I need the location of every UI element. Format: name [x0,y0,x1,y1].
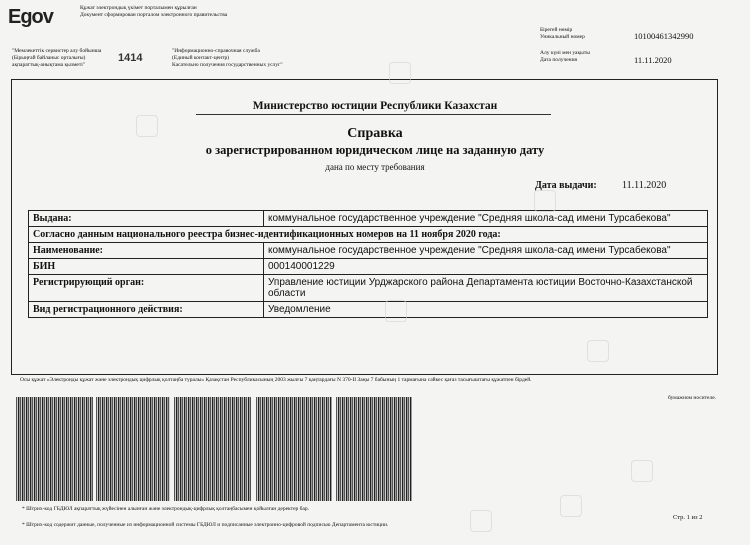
barcode-block [16,397,93,501]
table-row [29,211,708,227]
document-purpose: дана по месту требования [325,162,425,172]
kz-service-info: "Мемлекеттік сервистер алу бойынша (Бірыңғай байланыс орталығы) ақпараттық-анықтама қызметі" [12,48,102,68]
date-labels: Алу күні мен уақыты Дата получения [540,50,590,63]
egov-logo: Egov [8,6,53,28]
row-label: Регистрирующий орган: [29,275,264,302]
registry-statement: Согласно данным национального реестра бизнес-идентификационных номеров на 11 ноября 2020 года: [29,227,708,243]
page-number: Стр. 1 из 2 [673,514,703,521]
barcode-note-ru: * Штрих-код содержит данные, полученные из информационной системы ГБДЮЛ и подписанные электронно-цифровой подписью Департамента юстиции. [22,522,389,528]
barcode-block [256,397,332,501]
request-labels: Бірегей нөмір Уникальный номер [540,27,585,40]
issue-date-label: Дата выдачи: [535,180,597,191]
watermark-stamp [587,340,609,362]
portal-header-left: Құжат электрондық үкімет порталымен құрылған Документ сформирован порталом электронного правительства [80,5,228,18]
watermark-stamp [389,62,411,84]
legal-footnote: Осы құжат «Электронды құжат және электрондық цифрлық қолтаңба туралы» Қазақстан Республикасының 2003 жылғы 7 қаңтардағы N 370-II Заңы 7 бабының 1 тармағына сәйкес қағаз тасығыштағы құжатпен бірдей. [20,377,532,383]
row-value: 000140001229 [264,259,708,275]
issue-date-value: 11.11.2020 [622,180,667,191]
row-value: коммунальное государственное учреждение "Средняя школа-сад имени Турсабекова" [264,243,708,259]
watermark-stamp [631,460,653,482]
request-number: 10100461342990 [634,31,694,41]
barcode-block [336,397,412,501]
ru-service-info: "Информационно-справочная служба (Единый контакт-центр) Касательно получения государственных услуг" [172,48,283,68]
row-value: Уведомление [264,302,708,318]
row-label: Наименование: [29,243,264,259]
barcode-note-kz: * Штрих-код ГБДЮЛ ақпараттық жүйесінен алынған және электрондық-цифрлық қолтаңбасымен қойылған деректер бар. [22,506,309,512]
watermark-stamp [385,300,407,322]
table-row [29,275,708,302]
receive-date: 11.11.2020 [634,55,672,65]
row-value: коммунальное государственное учреждение "Средняя школа-сад имени Турсабекова" [264,211,708,227]
document-subtitle: о зарегистрированном юридическом лице на заданную дату [205,143,545,157]
table-row [29,302,708,318]
row-label: БИН [29,259,264,275]
barcode-block [174,397,251,501]
row-label: Выдана: [29,211,264,227]
contact-code: 1414 [118,52,143,64]
ministry-title: Министерство юстиции Республики Казахстан [252,100,498,112]
ministry-underline [196,114,551,115]
watermark-stamp [560,495,582,517]
table-row [29,259,708,275]
watermark-stamp [136,115,158,137]
table-row [29,227,708,243]
row-label: Вид регистрационного действия: [29,302,264,318]
watermark-stamp [534,190,556,212]
legal-footnote-end: бумажном носителе. [668,395,717,401]
row-value: Управление юстиции Урджарского района Департамента юстиции Восточно-Казахстанской области [264,275,708,302]
barcode-block [96,397,170,501]
document-title: Справка [347,126,403,141]
registration-table [28,210,708,318]
table-row [29,243,708,259]
